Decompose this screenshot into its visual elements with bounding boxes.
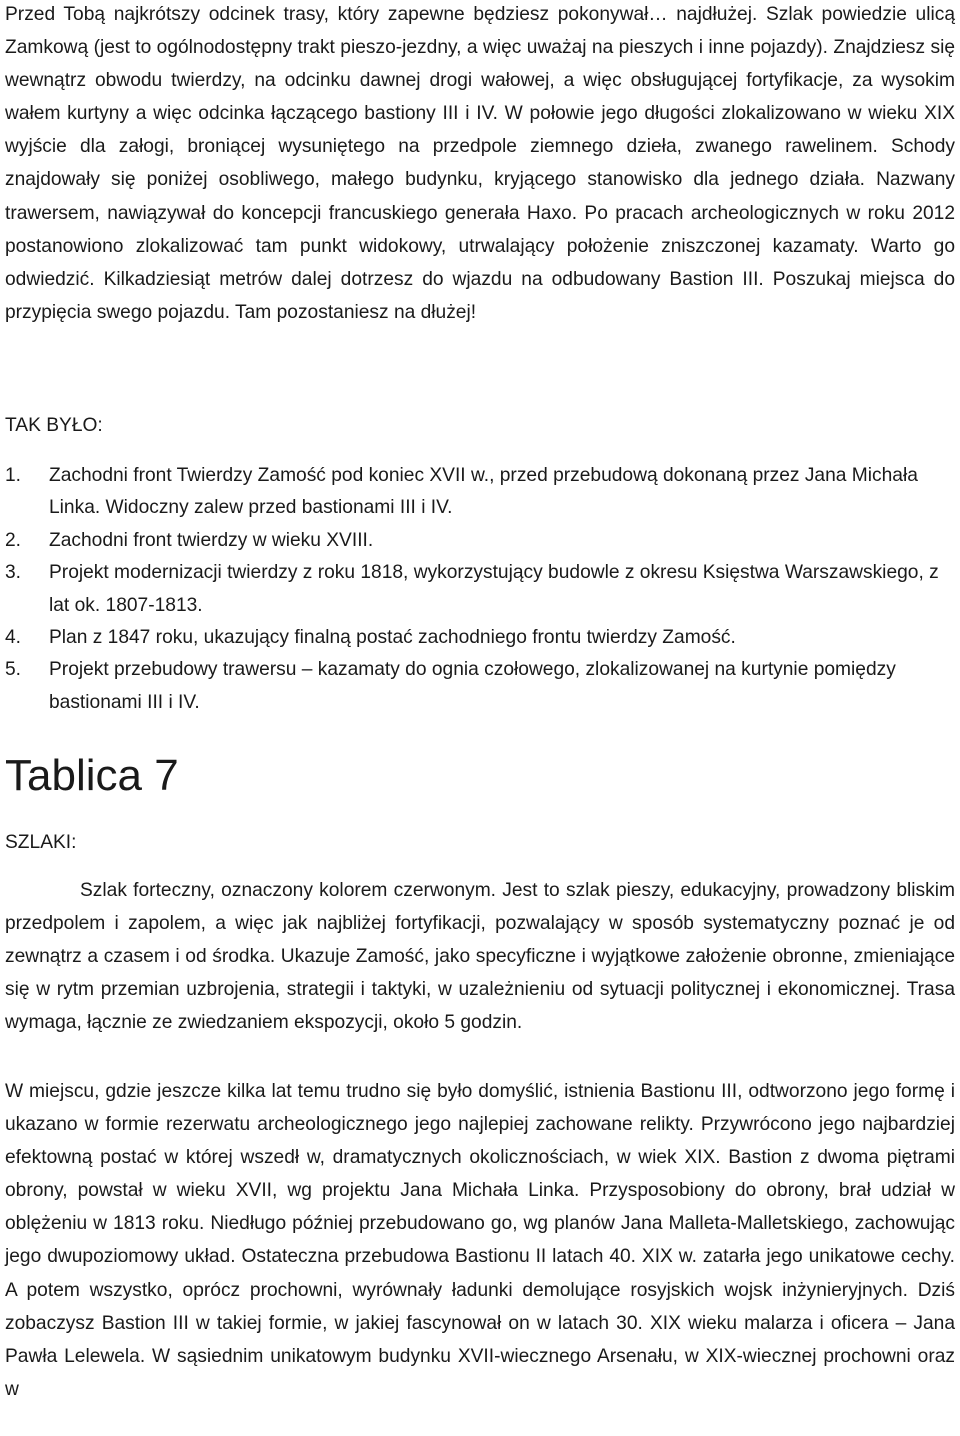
history-list (5, 460, 955, 719)
list-item-number: 1. (5, 465, 22, 486)
list-item (5, 557, 955, 622)
list-item (5, 654, 955, 719)
intro-paragraph: Przed Tobą najkrótszy odcinek trasy, który zapewne będziesz pokonywał… najdłużej. Szlak powiedzie ulicą Zamkową (jest to ogólnodostępny trakt pieszo-jezdny, a więc uważaj na pieszych i inne pojazdy). Znajdziesz się wewnątrz obwodu twierdzy, na odcinku dawnej drogi wałowej, a więc obsługującej fortyfikacje, za wysokim wałem kurtyny a więc odcinka łączącego bastiony III i IV. W połowie jego długości zlokalizowano w wieku XIX wyjście dla załogi, broniącej wysuniętego na przedpole ziemnego dzieła, zwanego rawelinem. Schody znajdowały się poniżej osobliwego, małego budynku, kryjącego stanowisko dla jednego działa. Nazwany trawersem, nawiązywał do koncepcji francuskiego generała Haxo. Po pracach archeologicznych w roku 2012 postanowiono zlokalizować tam punkt widokowy, utrwalający położenie zniszczonej kazamaty. Warto go odwiedzić. Kilkadziesiąt metrów dalej dotrzesz do wjazdu na odbudowany Bastion III. Poszukaj miejsca do przypięcia swego pojazdu. Tam pozostaniesz na dłużej! (5, 4, 955, 323)
list-item (5, 525, 955, 557)
list-item-number: 5. (5, 659, 22, 681)
list-item-text: Projekt przebudowy trawersu – kazamaty do ognia czołowego, zlokalizowanej na kurtynie pomiędzy bastionami III i IV. (49, 659, 896, 713)
list-item-text: Zachodni front Twierdzy Zamość pod koniec XVII w., przed przebudową dokonaną przez Jana Michała Linka. Widoczny zalew przed bastionami III i IV. (49, 465, 918, 519)
list-item-number: 4. (5, 627, 22, 649)
list-item (5, 460, 955, 525)
szlaki-paragraph: Szlak forteczny, oznaczony kolorem czerwonym. Jest to szlak pieszy, edukacyjny, prowadzony bliskim przedpolem i zapolem, a więc jak najbliżej fortyfikacji, pozwalający w sposób systematyczny poznać je od zewnątrz a czasem i od środka. Ukazuje Zamość, jako specyficzne i wyjątkowe założenie obronne, zmieniające się w rytm przemian uzbrojenia, strategii i taktyki, w uzależnieniu od sytuacji politycznej i ekonomicznej. Trasa wymaga, łącznie ze zwiedzaniem ekspozycji, około 5 godzin. (5, 880, 955, 1034)
list-item-text: Plan z 1847 roku, ukazujący finalną postać zachodniego frontu twierdzy Zamość. (49, 627, 736, 649)
szlaki-heading: SZLAKI: (5, 832, 77, 853)
bastion-paragraph: W miejscu, gdzie jeszcze kilka lat temu trudno się było domyślić, istnienia Bastionu III, odtworzono jego formę i ukazano w formie rezerwatu archeologicznego jego najlepiej zachowane relikty. Przywrócono jego najbardziej efektowną postać w której wszedł w, dramatycznych okolicznościach, w wiek XIX. Bastion z dwoma piętrami obrony, powstał w wieku XVII, wg projektu Jana Michała Linka. Przysposobiony do obrony, brał udział w oblężeniu w 1813 roku. Niedługo później przebudowano go, wg planów Jana Malleta-Malletskiego, zachowując jego dwupoziomowy układ. Ostateczna przebudowa Bastionu II latach 40. XIX w. zatarła jego unikatowe cechy. A potem wszystko, oprócz prochowni, wyrównały ładunki demolujące rosyjskich wojsk inżynieryjnych. Dziś zobaczysz Bastion III w takiej formie, w jakiej fascynował on w latach 30. XIX wieku malarza i oficera – Jana Pawła Lelewela. W sąsiednim unikatowym budynku XVII-wiecznego Arsenału, w XIX-wiecznej prochowni oraz w (5, 1081, 955, 1400)
list-item-number: 3. (5, 562, 22, 584)
list-item-text: Projekt modernizacji twierdzy z roku 1818, wykorzystujący budowle z okresu Księstwa Warszawskiego, z lat ok. 1807-1813. (49, 562, 939, 616)
tak-bylo-heading: TAK BYŁO: (5, 415, 103, 436)
section-title: Tablica 7 (5, 751, 179, 800)
list-item-number: 2. (5, 529, 22, 551)
list-item (5, 622, 955, 654)
list-item-text: Zachodni front twierdzy w wieku XVIII. (49, 529, 374, 551)
